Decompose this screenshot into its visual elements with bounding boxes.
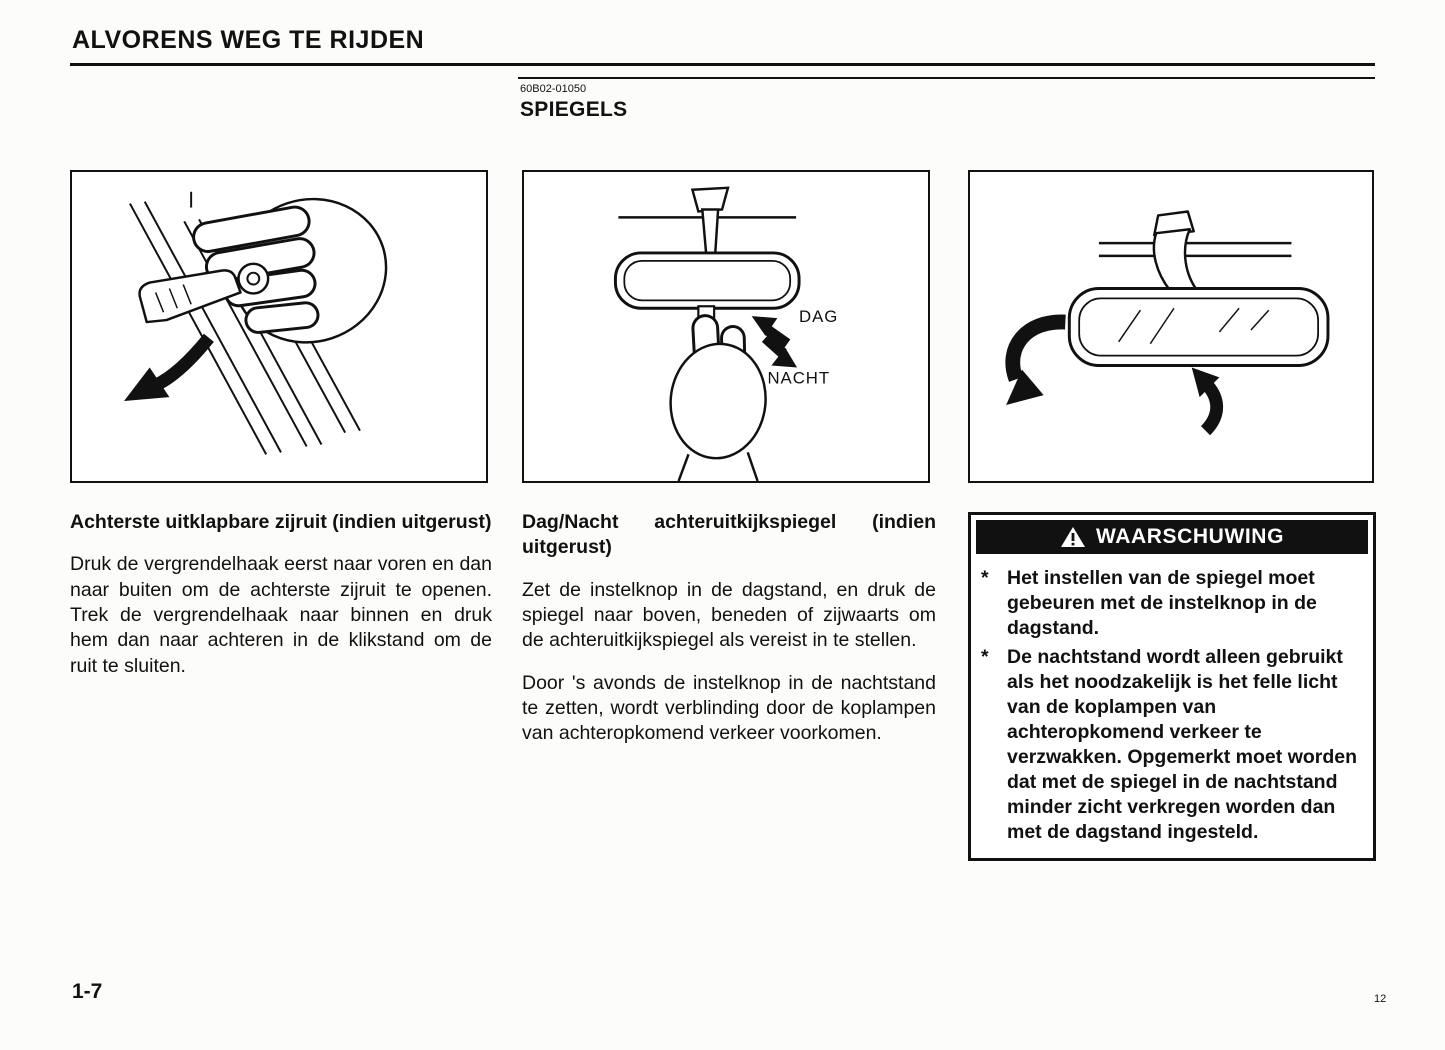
header-divider [70, 63, 1375, 66]
warning-item [981, 566, 1363, 641]
paragraph: Druk de vergrendelhaak eerst naar voren en dan naar buiten om de achterste zijruit te openen. Trek de vergrendelhaak naar binnen en druk hem dan naar achteren in de klikstand om de ruit te sluiten. [70, 553, 492, 677]
mirror [615, 253, 799, 320]
warning-body [971, 554, 1373, 858]
figure-label-nacht: NACHT [767, 368, 831, 388]
figure-day-night-mirror [522, 170, 930, 483]
warning-text: Het instellen van de spiegel moet gebeuren met de instelknop in de dagstand. [1007, 567, 1317, 639]
section-title: SPIEGELS [520, 98, 628, 121]
figure-mirror-adjustment [968, 170, 1374, 483]
rotate-arrow-icon [1006, 322, 1065, 405]
roof-line [1099, 243, 1292, 256]
day-night-mirror-illustration [524, 172, 928, 481]
figure-label-dag: DAG [799, 307, 839, 327]
hand [208, 179, 405, 362]
page-number-right: 12 [1374, 993, 1387, 1005]
paragraph: Door 's avonds de instelknop in de nachtstand te zetten, wordt verblinding door de koplampen van achteropkomend verkeer voorkomen. [522, 671, 936, 745]
rear-window-latch-illustration [72, 172, 486, 481]
warning-item [981, 645, 1363, 845]
column-rear-window [70, 510, 492, 679]
mirror [1069, 288, 1328, 365]
paragraph: Zet de instelknop in de dagstand, en druk de spiegel naar boven, beneden of zijwaarts om de achteruitkijkspiegel als vereist in te stellen. [522, 578, 936, 652]
bullet-marker: * [981, 567, 989, 589]
bullet-marker: * [981, 645, 989, 668]
open-direction-arrow-icon [124, 338, 209, 401]
warning-text: De nachtstand wordt alleen gebruikt als het noodzakelijk is het felle licht van de koplampen van achteropkomend verkeer te verzwakken. Opgemerkt moet worden dat met de spiegel in de nachtstand minder zicht verkregen worden dan met de dagstand ingesteld. [1007, 645, 1358, 843]
tilt-arrow-icon [1192, 367, 1220, 430]
column-title: Dag/Nacht achteruitkijkspiegel (indien uitgerust) [522, 511, 936, 559]
page-number: 1-7 [72, 980, 103, 1003]
section-code: 60B02-01050 [520, 83, 587, 95]
column-day-night-mirror [522, 510, 936, 747]
mirror-mount [692, 188, 728, 255]
hand [665, 328, 771, 481]
warning-title: WAARSCHUWING [1095, 525, 1285, 548]
page-header: ALVORENS WEG TE RIJDEN [72, 26, 425, 54]
section-divider [518, 77, 1375, 79]
mirror-strap [1154, 211, 1196, 290]
warning-box [968, 512, 1376, 861]
warning-triangle-icon [1060, 526, 1086, 548]
warning-header [976, 520, 1368, 554]
column-title: Achterste uitklapbare zijruit (indien uitgerust) [70, 511, 492, 533]
figure-rear-window-latch [70, 170, 488, 483]
mirror-adjustment-illustration [970, 172, 1372, 481]
